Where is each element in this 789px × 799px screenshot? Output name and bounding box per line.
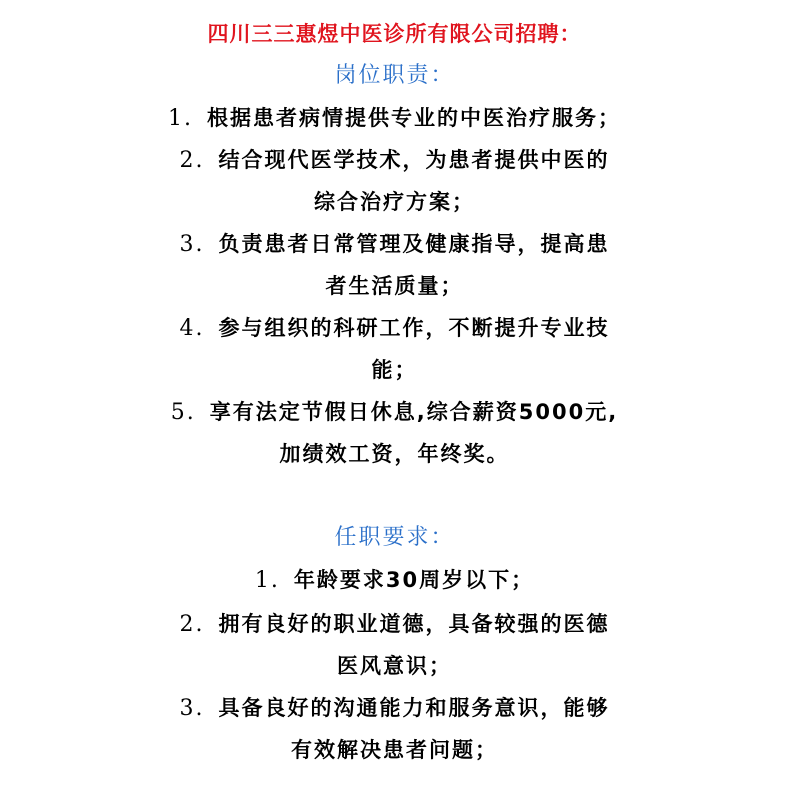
requirements-heading: 任职要求： [334, 525, 455, 550]
requirement-item-1 [0, 566, 789, 595]
duty-text-5-line-2: 加绩效工资，年终奖。 [279, 442, 510, 466]
duty-text-4-line-1: 参与组织的科研工作，不断提升专业技 [218, 316, 610, 340]
duty-number-3: 3. [179, 232, 205, 257]
duty-number-1: 1. [168, 106, 193, 131]
duties-heading: 岗位职责： [334, 63, 455, 88]
requirement-text-3-line-1: 具备良好的沟通能力和服务意识，能够 [218, 696, 610, 720]
duty-item-2 [0, 146, 789, 175]
duty-text-4-line-2: 能； [371, 358, 418, 382]
duty-number-4: 4. [179, 316, 205, 341]
duty-number-5: 5. [170, 400, 196, 425]
duty-item-1 [0, 104, 789, 133]
duty-item-3 [0, 230, 789, 259]
requirement-text-3-line-2: 有效解决患者问题； [291, 738, 498, 762]
duty-text-5-line-1: 享有法定节假日休息,综合薪资5000元, [209, 400, 619, 424]
requirement-item-2 [0, 610, 789, 639]
requirement-text-2-line-1: 拥有良好的职业道德，具备较强的医德 [218, 612, 610, 636]
duty-item-5 [0, 398, 789, 427]
requirement-item-3 [0, 694, 789, 723]
requirement-number-1: 1. [254, 568, 280, 593]
requirement-text-1: 年龄要求30周岁以下； [293, 568, 535, 592]
requirement-number-2: 2. [179, 612, 205, 637]
duty-number-2: 2. [179, 148, 205, 173]
duty-text-3-line-1: 负责患者日常管理及健康指导，提高患 [218, 232, 610, 256]
duty-text-2-line-2: 综合治疗方案； [314, 190, 475, 214]
poster-title: 四川三三惠煜中医诊所有限公司招聘： [207, 22, 582, 46]
duty-item-4 [0, 314, 789, 343]
duty-text-2-line-1: 结合现代医学技术，为患者提供中医的 [218, 148, 610, 172]
duty-text-1: 根据患者病情提供专业的中医治疗服务； [207, 106, 621, 130]
requirement-number-3: 3. [179, 696, 205, 721]
requirement-text-2-line-2: 医风意识； [337, 654, 452, 678]
duty-text-3-line-2: 者生活质量； [325, 274, 464, 298]
